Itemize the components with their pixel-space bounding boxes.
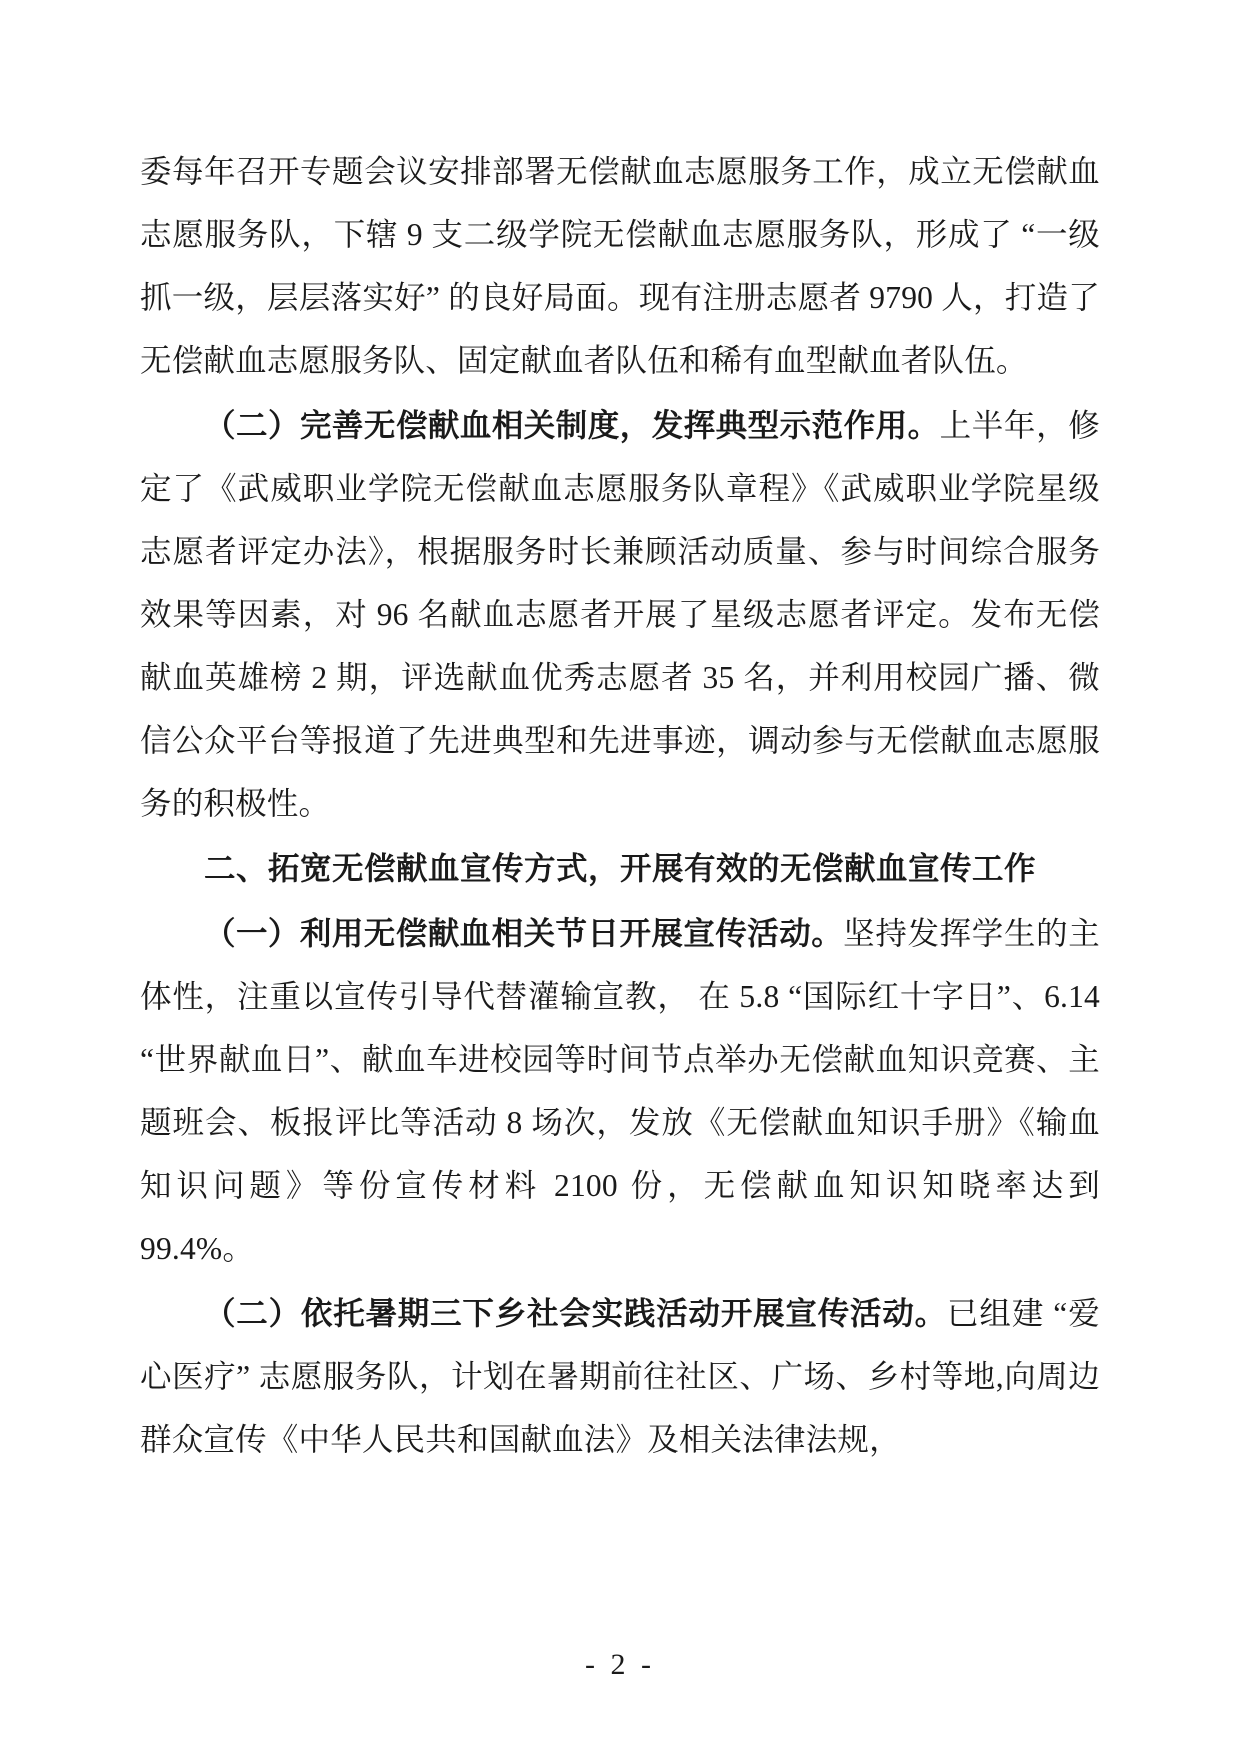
paragraph-text-2-2: 已组建 “爱心医疗” 志愿服务队，计划在暑期前往社区、广场、乡村等地,向周边群众宣传《中华人民共和国献血法》及相关法律法规，	[140, 1296, 1100, 1457]
paragraph-continuation: 委每年召开专题会议安排部署无偿献血志愿服务工作，成立无偿献血志愿服务队，下辖 9 支二级学院无偿献血志愿服务队，形成了 “一级抓一级，层层落实好” 的良好局面。现有注册志愿者 9790 人，打造了无偿献血志愿服务队、固定献血者队伍和稀有血型献血者队伍。	[140, 154, 1100, 378]
document-body	[140, 140, 1100, 1471]
paragraph-heading-1-2: （二）完善无偿献血相关制度，发挥典型示范作用。	[204, 407, 940, 443]
paragraph-heading-2-1: （一）利用无偿献血相关节日开展宣传活动。	[204, 915, 844, 951]
paragraph-section-2-1	[140, 902, 1100, 1280]
paragraph-section-1-2	[140, 394, 1100, 835]
paragraph-text-2-1: 坚持发挥学生的主体性，注重以宣传引导代替灌输宣教， 在 5.8 “国际红十字日”、6.14 “世界献血日”、献血车进校园等时间节点举办无偿献血知识竞赛、主题班会、板报评比等活动 8 场次，发放《无偿献血知识手册》《输血知识问题》等份宣传材料 2100 份，无偿献血知识知晓率达到 99.4%。	[140, 916, 1100, 1266]
page-number: - 2 -	[585, 1648, 655, 1681]
paragraph-text-1-2: 上半年，修定了《武威职业学院无偿献血志愿服务队章程》《武威职业学院星级志愿者评定办法》，根据服务时长兼顾活动质量、参与时间综合服务效果等因素，对 96 名献血志愿者开展了星级志愿者评定。发布无偿献血英雄榜 2 期，评选献血优秀志愿者 35 名，并利用校园广播、微信公众平台等报道了先进典型和先进事迹，调动参与无偿献血志愿服务的积极性。	[140, 408, 1100, 821]
paragraph-section-2-2	[140, 1282, 1100, 1471]
section-heading-two: 二、拓宽无偿献血宣传方式，开展有效的无偿献血宣传工作	[204, 850, 1037, 886]
paragraph-heading-2-2: （二）依托暑期三下乡社会实践活动开展宣传活动。	[204, 1295, 947, 1331]
